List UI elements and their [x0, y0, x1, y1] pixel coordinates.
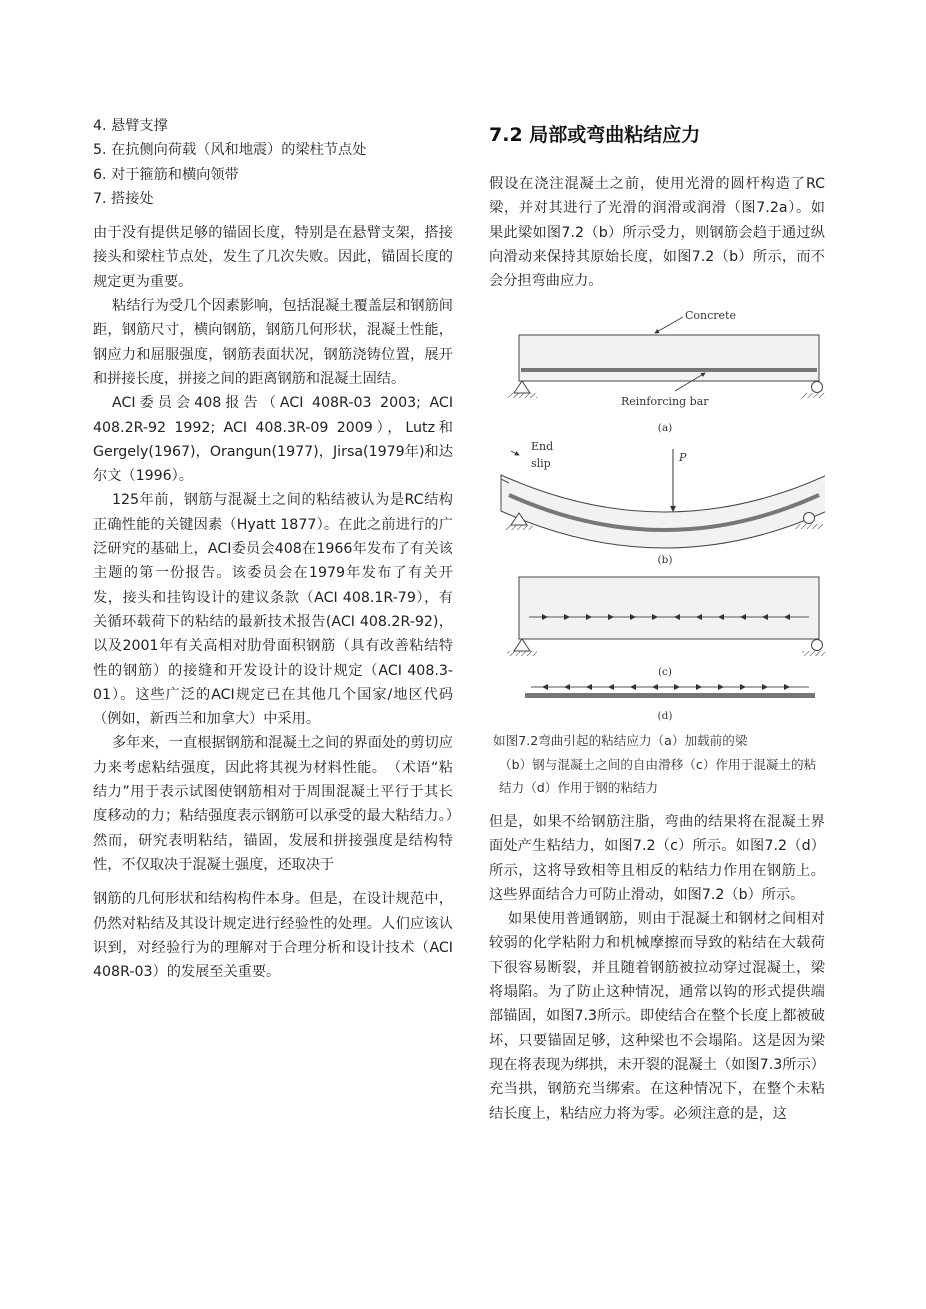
paragraph-history: 125年前，钢筋与混凝土之间的粘结被认为是RC结构正确性能的关键因素（Hyatt 1877）。在此之前进行的广泛研究的基础上，ACI委员会408在1966年发布了有关该主题的第一份报告。该委员会在1979年发布了有关开发，接头和挂钩设计的建议条款（ACI 408.1R-79），有关循环载荷下的粘结的最新技术报告(ACI 408.2R-92)，以及2001年有关高相对肋骨面积钢筋（具有改善粘结特性的钢筋）的接缝和开发设计的设计规定（ACI 408.3-01）。这些广泛的ACI规定已在其他几个国家/地区代码（例如，新西兰和加拿大）中采用。 [93, 492, 453, 728]
end-label: End [531, 440, 554, 454]
figure-part-c [507, 577, 825, 678]
bond-force-arrow [564, 684, 570, 690]
figure-caption [493, 729, 825, 800]
bond-force-arrow [608, 684, 614, 690]
reinforcing-bar-label: Reinforcing bar [621, 395, 709, 409]
bond-force-arrow [652, 684, 658, 690]
figure-part-b [501, 440, 825, 566]
list-item: 5. 在抗侧向荷载（风和地震）的梁柱节点处 [93, 142, 367, 159]
paragraph-bond-factors: 粘结行为受几个因素影响，包括混凝土覆盖层和钢筋间距，钢筋尺寸，横向钢筋，钢筋几何形状，混凝土性能，钢应力和屈服强度，钢筋表面状况，钢筋浇铸位置，展开和拼接长度，拼接之间的距离钢筋和混凝土固结。 [93, 298, 453, 387]
paragraph-shear-stress: 多年来，一直根据钢筋和混凝土之间的界面处的剪切应力来考虑粘结强度，因此将其视为材料性能。 （术语“粘结力”用于表示试图使钢筋相对于周围混凝土平行于其长度移动的力；粘结强度表示钢筋可以承受的最大粘结力。）然而，研究表明粘结，锚固，发展和拼接强度是结构特性，不仅取决于混凝土强度，还取决于 [93, 735, 453, 873]
bond-force-arrow [784, 684, 790, 690]
bond-force-arrow [586, 684, 592, 690]
steel-bar [525, 693, 815, 698]
caption-line-1: 如图7.2弯曲引起的粘结应力（a）加载前的梁 [493, 733, 748, 749]
caption-line-2: （b）钢与混凝土之间的自由滑移（c）作用于混凝土的粘结力（d）作用于钢的粘结力 [499, 756, 817, 796]
subfigure-d-label: (d) [657, 710, 673, 723]
section-heading: 7.2 局部或弯曲粘结应力 [489, 124, 701, 146]
paragraph-bond-forces: 但是，如果不给钢筋注脂，弯曲的结果将在混凝土界面处产生粘结力，如图7.2（c）所示。如图7.2（d）所示，这将导致相等且相反的粘结力作用在钢筋上。这些界面结合力可防止滑动，如图7.2（b）所示。 [489, 813, 825, 903]
list-item: 4. 悬臂支撑 [93, 118, 168, 134]
bond-force-arrow [740, 684, 746, 690]
subfigure-a-label: (a) [657, 422, 673, 435]
slip-label: slip [531, 457, 551, 471]
right-column [489, 120, 825, 1126]
left-column [93, 114, 453, 984]
paragraph-anchorage: 如果使用普通钢筋，则由于混凝土和钢材之间相对较弱的化学粘附力和机械摩擦而导致的粘结在大载荷下很容易断裂，并且随着钢筋被拉动穿过混凝土，梁将塌陷。为了防止这种情况，通常以钩的形式提供端部锚固，如图7.3所示。即使结合在整个长度上都被破坏，只要锚固足够，这种梁也不会塌陷。这是因为梁现在将表现为绑拱，未开裂的混凝土（如图7.3所示）充当拱，钢筋充当绑索。在这种情况下，在整个未粘结长度上，粘结应力将为零。必须注意的是，这 [489, 911, 825, 1122]
paragraph-empirical-treatment: 钢筋的几何形状和结构构件本身。但是，在设计规范中，仍然对粘结及其设计规定进行经验性的处理。人们应该认识到，对经验行为的理解对于合理分析和设计技术（ACI 408R-03）的发展至关重要。 [93, 891, 453, 981]
paragraph-smooth-bar: 假设在浇注混凝土之前，使用光滑的圆杆构造了RC梁，并对其进行了光滑的润滑或润滑（图7.2a）。如果此梁如图7.2（b）所示受力，则钢筋会趋于通过纵向滑动来保持其原始长度，如图7.2（b）所示，而不会分担弯曲应力。 [489, 176, 825, 290]
bond-force-arrow [696, 684, 702, 690]
figure-part-d [525, 684, 815, 722]
bond-force-arrow [630, 684, 636, 690]
bond-force-arrow [674, 684, 680, 690]
list-item: 7. 搭接处 [93, 190, 154, 207]
paragraph-anchorage-failures: 由于没有提供足够的锚固长度，特别是在悬臂支架，搭接接头和梁柱节点处，发生了几次失败。因此，锚固长度的规定更为重要。 [93, 225, 453, 290]
load-label: P [679, 451, 687, 465]
subfigure-c-label: (c) [657, 666, 673, 679]
figure-part-a [507, 309, 825, 434]
bond-force-arrow [542, 684, 548, 690]
list-item: 6. 对于箍筋和横向领带 [93, 166, 239, 183]
bond-force-arrow [762, 684, 768, 690]
reinforcing-bar [521, 368, 817, 372]
paragraph-aci-references: ACI委员会408报告（ACI 408R-03 2003; ACI 408.2R-92 1992; ACI 408.3R-09 2009），Lutz和Gergely(1967)，Orangun(1977)，Jirsa(1979年)和达尔文（1996）。 [93, 395, 453, 485]
subfigure-b-label: (b) [657, 554, 673, 567]
concrete-label: Concrete [685, 309, 736, 323]
bond-stress-figure [495, 303, 825, 723]
bond-force-arrow [718, 684, 724, 690]
